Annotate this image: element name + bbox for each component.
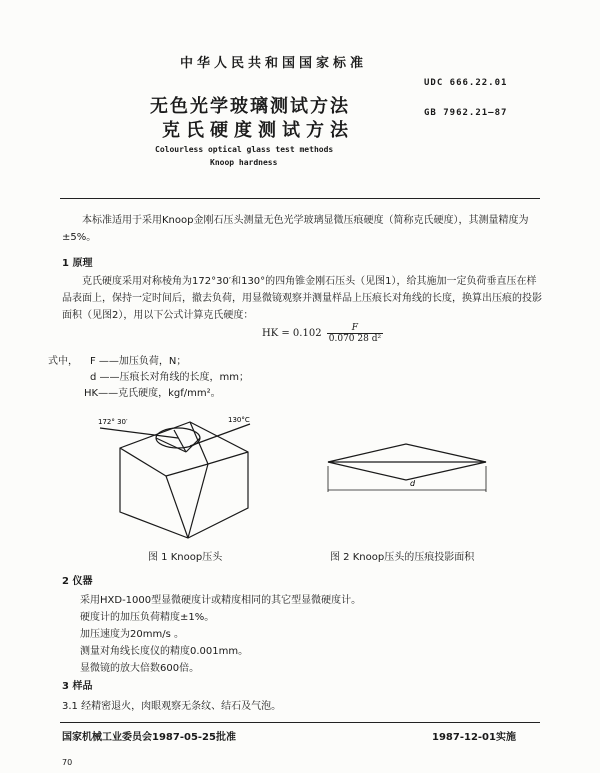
intro-paragraph: 本标准适用于采用Knoop金刚石压头测量无色光学玻璃显微压痕硬度（简称克氏硬度），其测量精度为±5%。: [62, 215, 529, 243]
approval-date: 国家机械工业委员会1987-05-25批准: [62, 732, 236, 743]
national-standard-heading: 中华人民共和国国家标准: [180, 56, 368, 71]
where-item-d: d ——压痕长对角线的长度，mm；: [90, 372, 250, 383]
indenter-edge: [188, 464, 208, 538]
where-intro: 式中，: [48, 356, 78, 367]
formula-denominator: 0.070 28 d²: [328, 334, 382, 344]
section1-paragraph: 克氏硬度采用对称棱角为172°30′和130°的四角锥金刚石压头（见图1），给其施加一定负荷垂直压在样品表面上，保持一定时间后，撤去负荷，用显微镜观察并测量样品上压痕长对角线的长度，换算出压痕的投影面积（见图2），用以下公式计算克氏硬度：: [62, 276, 542, 321]
indenter-ridge: [166, 452, 248, 476]
formula-lhs: HK = 0.102: [262, 328, 322, 339]
english-title-line2: Knoop hardness: [210, 158, 278, 167]
formula-numerator: F: [327, 323, 383, 334]
section3-item1: 3.1 经精密退火，肉眼观察无条纹、结石及气泡。: [62, 701, 282, 712]
section2-heading: 2 仪器: [62, 576, 93, 587]
english-title-line1: Colourless optical glass test methods: [155, 145, 334, 154]
document-title-line2: 克氏硬度测试方法: [162, 120, 354, 141]
document-title-line1: 无色光学玻璃测试方法: [150, 96, 350, 117]
header-divider: [60, 198, 540, 199]
angle-label-172: 172° 30′: [98, 418, 128, 426]
indenter-outline: [120, 422, 248, 538]
dimension-label-d: d: [410, 479, 416, 488]
section3-heading: 3 样品: [62, 681, 93, 692]
section2-line3: 加压速度为20mm/s 。: [80, 629, 184, 640]
where-item-f: F ——加压负荷，N；: [90, 356, 187, 367]
figure1-caption: 图 1 Knoop压头: [148, 552, 223, 563]
formula-fraction: [327, 323, 383, 344]
implementation-date: 1987-12-01实施: [432, 732, 516, 743]
figure2-caption: 图 2 Knoop压头的压痕投影面积: [330, 552, 475, 563]
footer-divider: [60, 722, 540, 723]
section2-line1: 采用HXD-1000型显微硬度计或精度相同的其它型显微硬度计。: [80, 595, 362, 606]
page-number: 70: [62, 758, 73, 767]
gb-code: GB 7962.21—87: [424, 108, 508, 118]
angle-label-130: 130°C: [228, 416, 250, 424]
section2-line4: 测量对角线长度仪的精度0.001mm。: [80, 646, 249, 657]
section2-line2: 硬度计的加压负荷精度±1%。: [80, 612, 215, 623]
knoop-formula: [262, 323, 383, 344]
section1-heading: 1 原理: [62, 258, 93, 269]
where-item-hk: HK——克氏硬度，kgf/mm²。: [84, 388, 221, 399]
section2-line5: 显微镜的放大倍数600倍。: [80, 663, 200, 674]
figure2-indentation-projection: [322, 440, 494, 500]
figure1-knoop-indenter: [90, 412, 270, 542]
udc-code: UDC 666.22.01: [424, 78, 508, 88]
